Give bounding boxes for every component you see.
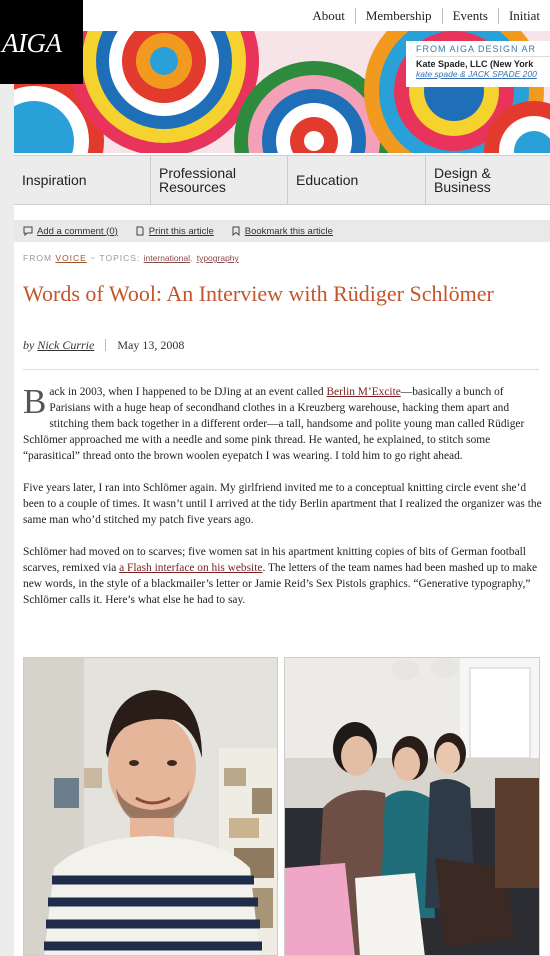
knitting-circle-photo — [284, 657, 540, 956]
top-nav-events[interactable]: Events — [442, 8, 498, 24]
add-comment-link[interactable] — [23, 226, 118, 237]
p1-text-b: —basically a bunch of Parisians with a huge heap of secondhand clothes in a Kreuzberg warehouse, hacking them apart and stitching them back together in a different order—a tall, handsome and polite young man called Rüdiger Schlömer approached me with a needle and some pink thread. He wanted, he explained, to stitch some “parasitical” thread onto the brown woolen eyepatch I was wearing. I told him to go right ahead. — [23, 386, 525, 462]
p1-text-a: ack in 2003, when I happened to be DJing at an event called — [49, 386, 327, 398]
add-comment-label: Add a comment (0) — [37, 225, 118, 237]
article-title: Words of Wool: An Interview with Rüdiger Schlömer — [23, 281, 494, 306]
p3-text-b: . The letters of the team names had been mashed up to make new words, in the style of a blackmailer’s letter or Jamie Reid’s Sex Pistols graphics. “Generative typography,” Schlömer calls it. Here’s what else he had to say. — [23, 562, 538, 606]
logo-text: AIGA — [2, 28, 62, 58]
bookmark-article-link[interactable] — [231, 226, 333, 237]
banner-subtitle-link[interactable]: kate spade & JACK SPADE 200 — [416, 69, 537, 79]
crumb-from: FROM — [23, 253, 53, 263]
byline-divider — [105, 339, 106, 351]
nav-tab-inspiration[interactable]: Inspiration — [14, 156, 151, 204]
top-nav — [302, 0, 550, 31]
nav-tab-professional-resources[interactable]: Professional Resources — [151, 156, 288, 204]
article-paragraph-1 — [23, 384, 543, 464]
top-nav-initiatives[interactable]: Initiat — [498, 8, 550, 24]
nav-tab-education[interactable]: Education — [288, 156, 426, 204]
print-article-link[interactable] — [135, 226, 214, 237]
breadcrumb — [23, 253, 239, 263]
bookmark-article-label: Bookmark this article — [244, 225, 333, 237]
main-nav — [14, 155, 550, 205]
p3-text-a: Schlömer had moved on to scarves; five women sat in his apartment knitting copies of bits of German football scarves, remixed via — [23, 546, 526, 574]
flash-interface-link[interactable]: a Flash interface on his website — [119, 562, 263, 574]
article-body — [23, 384, 543, 624]
comment-icon — [23, 226, 33, 236]
topic-international-link[interactable]: international — [143, 253, 190, 263]
crumb-section-voice[interactable]: VOICE — [55, 253, 87, 263]
print-article-label: Print this article — [148, 225, 214, 237]
crumb-topics-label: TOPICS: — [99, 253, 141, 263]
topic-typography-link[interactable]: typography — [196, 253, 239, 263]
print-icon — [135, 226, 145, 236]
crumb-separator: ~ — [90, 253, 97, 263]
berlin-mexcite-link[interactable]: Berlin M’Excite — [326, 386, 401, 398]
top-nav-membership[interactable]: Membership — [355, 8, 442, 24]
author-link[interactable]: Nick Currie — [37, 338, 95, 352]
article-date: May 13, 2008 — [117, 338, 185, 352]
crumb-comma: , — [189, 253, 194, 263]
article-tools — [14, 220, 550, 242]
article-paragraph-3 — [23, 544, 543, 608]
banner-title: Kate Spade, LLC (New York — [416, 59, 534, 69]
banner-kicker: FROM AIGA DESIGN AR — [416, 44, 550, 57]
article-paragraph-2: Five years later, I ran into Schlömer again. My girlfriend invited me to a conceptual knitting circle event she’d been to a couple of times. It wasn’t until I arrived at the tidy Berlin apartment that I realized the organizer was the same man who’d stitched my patch five years ago. — [23, 482, 542, 526]
byline — [23, 338, 184, 353]
nav-tab-design-business[interactable]: Design & Business — [434, 165, 491, 195]
banner-caption[interactable] — [406, 41, 550, 87]
aiga-logo[interactable] — [0, 0, 83, 84]
title-divider — [23, 369, 539, 370]
top-nav-about[interactable]: About — [312, 7, 345, 23]
portrait-photo — [23, 657, 278, 956]
left-gutter — [0, 84, 14, 956]
byline-by: by — [23, 338, 35, 352]
drop-cap: B — [23, 382, 47, 421]
bookmark-icon — [231, 226, 241, 236]
